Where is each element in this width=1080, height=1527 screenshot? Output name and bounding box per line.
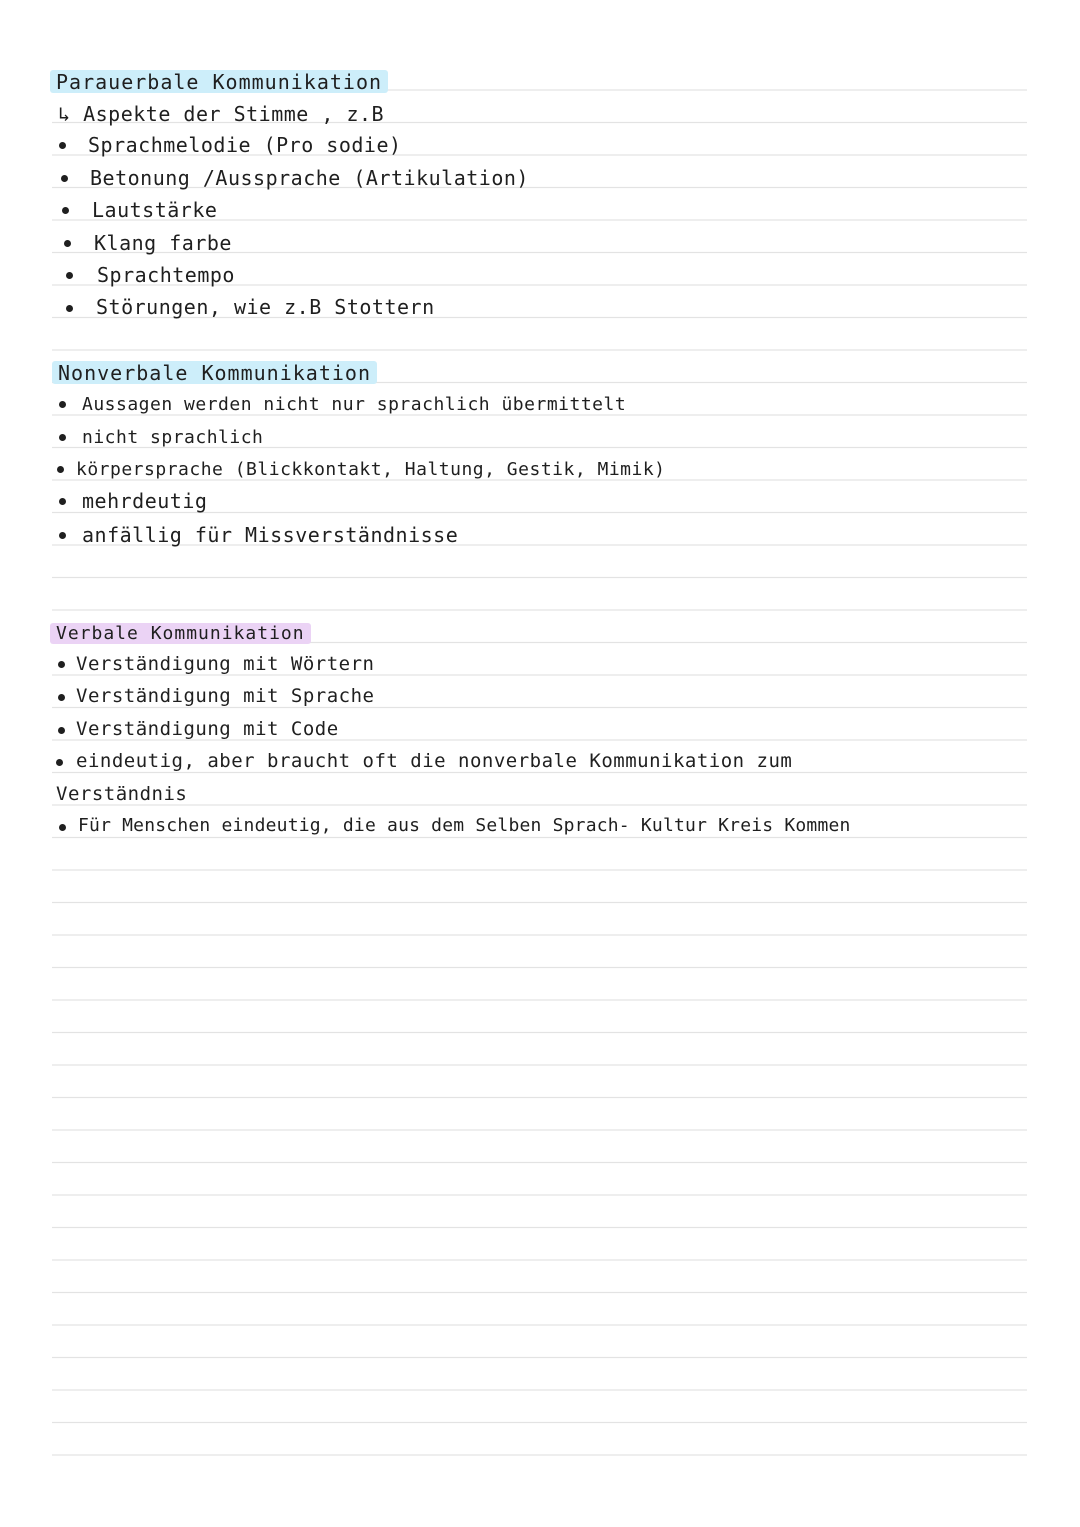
nonverbal-item: anfällig für Missverständnisse bbox=[82, 523, 459, 547]
paraverbal-item: Lautstärke bbox=[92, 198, 218, 222]
bullet-dot bbox=[58, 727, 65, 734]
bullet-dot bbox=[64, 240, 71, 247]
bullet-dot bbox=[58, 694, 65, 701]
nonverbal-item: körpersprache (Blickkontakt, Haltung, Gestik, Mimik) bbox=[76, 459, 666, 480]
bullet-dot bbox=[59, 142, 66, 149]
bullet-dot bbox=[66, 272, 73, 279]
bullet-dot bbox=[59, 434, 66, 441]
verbal-item-continuation: Verständnis bbox=[56, 783, 188, 805]
heading-verbal: Verbale Kommunikation bbox=[50, 623, 311, 644]
paraverbal-item: Sprachtempo bbox=[97, 263, 235, 287]
paraverbal-item: Störungen, wie z.B Stottern bbox=[96, 295, 435, 319]
paraverbal-item: Betonung /Aussprache (Artikulation) bbox=[90, 166, 529, 190]
bullet-dot bbox=[59, 401, 66, 408]
paraverbal-intro: ↳ Aspekte der Stimme , z.B bbox=[58, 102, 385, 126]
nonverbal-item: nicht sprachlich bbox=[82, 427, 264, 448]
bullet-dot bbox=[59, 824, 66, 831]
heading-paraverbal: Parauerbale Kommunikation bbox=[50, 70, 388, 93]
bullet-dot bbox=[66, 305, 73, 312]
paraverbal-item: Sprachmelodie (Pro sodie) bbox=[88, 133, 402, 157]
nonverbal-item: mehrdeutig bbox=[82, 489, 208, 513]
bullet-dot bbox=[59, 532, 66, 539]
nonverbal-item: Aussagen werden nicht nur sprachlich übermittelt bbox=[82, 394, 627, 415]
paraverbal-item: Klang farbe bbox=[94, 231, 232, 255]
verbal-item: Verständigung mit Sprache bbox=[76, 685, 375, 707]
heading-nonverbal: Nonverbale Kommunikation bbox=[52, 361, 377, 384]
verbal-item: Verständigung mit Wörtern bbox=[76, 653, 375, 675]
bullet-dot bbox=[57, 466, 64, 473]
verbal-item: eindeutig, aber braucht oft die nonverbale Kommunikation zum bbox=[76, 750, 793, 772]
verbal-item: Für Menschen eindeutig, die aus dem Selben Sprach- Kultur Kreis Kommen bbox=[78, 815, 851, 836]
bullet-dot bbox=[62, 207, 69, 214]
bullet-dot bbox=[59, 498, 66, 505]
bullet-dot bbox=[56, 759, 63, 766]
verbal-item: Verständigung mit Code bbox=[76, 718, 339, 740]
bullet-dot bbox=[58, 661, 65, 668]
bullet-dot bbox=[61, 175, 68, 182]
